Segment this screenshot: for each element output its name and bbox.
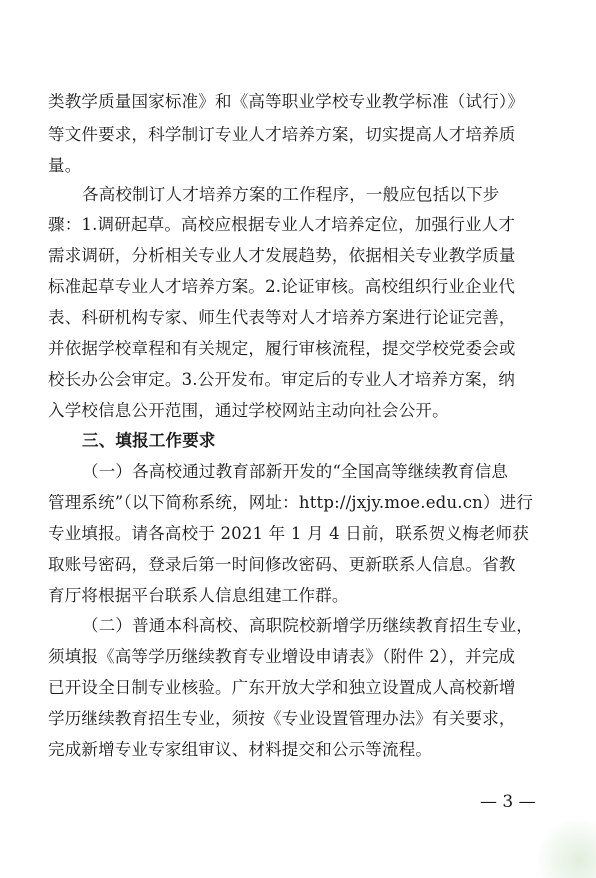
section-heading: 三、填报工作要求	[82, 431, 216, 450]
page-number: — 3 —	[480, 792, 536, 812]
text-line: 育厅将根据平台联系人信息组建工作群。	[48, 586, 349, 605]
text-line: 完成新增专业专家组审议、材料提交和公示等流程。	[48, 740, 433, 759]
paragraph-start-line: 各高校制订人才培养方案的工作程序，一般应包括以下步	[82, 185, 500, 204]
paper-stain	[538, 820, 596, 878]
text-line: 入学校信息公开范围，通过学校网站主动向社会公开。	[48, 401, 449, 420]
paragraph-start-line: （二）普通本科高校、高职院校新增学历继续教育招生专业，	[82, 616, 533, 635]
text-line: 类教学质量国家标准》和《高等职业学校专业教学标准（试行）》	[48, 92, 525, 111]
text-line: 等文件要求，科学制订专业人才培养方案，切实提高人才培养质	[48, 125, 516, 144]
text-line: 学历继续教育招生专业，须按《专业设置管理办法》有关要求，	[48, 709, 516, 728]
text-line: 取账号密码，登录后第一时间修改密码、更新联系人信息。省教	[48, 555, 516, 574]
text-line: 须填报《高等学历继续教育专业增设申请表》（附件 2），并完成	[48, 647, 516, 666]
paragraph-start-line: （一）各高校通过教育部新开发的“全国高等继续教育信息	[82, 462, 509, 481]
text-line: 校长办公会审定。3.公开发布。审定后的专业人才培养方案，纳	[48, 370, 516, 389]
text-line: 表、科研机构专家、师生代表等对人才培养方案进行论证完善，	[48, 308, 516, 327]
text-line: 需求调研，分析相关专业人才发展趋势，依据相关专业教学质量	[48, 246, 516, 265]
text-line: 专业填报。请各高校于 2021 年 1 月 4 日前，联系贺义梅老师获	[48, 524, 529, 543]
text-line: 管理系统”（以下简称系统，网址：http://jxjy.moe.edu.cn）进行	[48, 493, 534, 512]
text-line: 已开设全日制专业核验。广东开放大学和独立设置成人高校新增	[48, 678, 516, 697]
text-line: 骤：1.调研起草。高校应根据专业人才培养定位，加强行业人才	[48, 215, 516, 234]
text-line: 标准起草专业人才培养方案。2.论证审核。高校组织行业企业代	[48, 277, 516, 296]
text-line: 并依据学校章程和有关规定，履行审核流程，提交学校党委会或	[48, 339, 516, 358]
text-line: 量。	[48, 156, 82, 175]
